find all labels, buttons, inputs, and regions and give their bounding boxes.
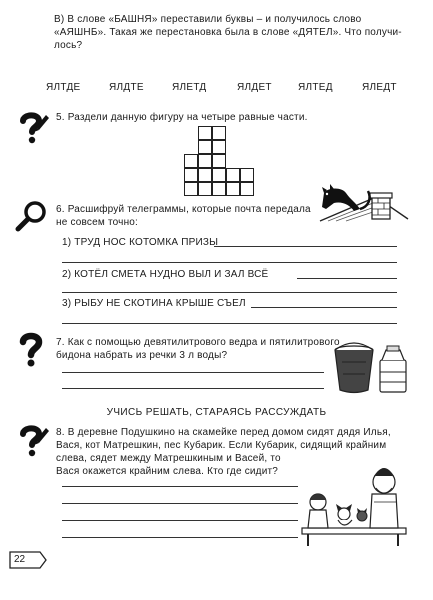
answer-line[interactable] xyxy=(62,262,397,263)
answer-option-4[interactable]: ЯЛДЕТ xyxy=(237,82,272,93)
bench-characters-illustration xyxy=(300,456,408,548)
answer-line[interactable] xyxy=(62,503,298,504)
task-6-line-1: 6. Расшифруй телеграммы, которые почта передала xyxy=(56,204,311,215)
task-b-line-1: В) В слове «БАШНЯ» переставили буквы – и получилось слово xyxy=(54,14,362,25)
task-8-line-4: Вася окажется крайним слева. Кто где сидит? xyxy=(56,466,279,477)
answer-line[interactable] xyxy=(251,307,397,308)
question-mark-icon xyxy=(16,331,46,367)
figure-grid[interactable] xyxy=(184,126,254,196)
question-mark-icon xyxy=(14,423,50,457)
answer-line[interactable] xyxy=(62,292,397,293)
task-8-line-3: слева, сядет между Матрешкиным и Васей, то xyxy=(56,453,281,464)
telegram-2: 2) КОТЁЛ СМЕТА НУДНО ВЫЛ И ЗАЛ ВСЁ xyxy=(62,269,269,280)
answer-line[interactable] xyxy=(62,486,298,487)
section-heading: УЧИСЬ РЕШАТЬ, СТАРАЯСЬ РАССУЖДАТЬ xyxy=(106,407,327,418)
task-b-line-3: лось? xyxy=(54,40,83,51)
answer-option-1[interactable]: ЯЛТДЕ xyxy=(46,82,81,93)
page-number: 22 xyxy=(14,554,26,565)
task-7-line-2: бидона набрать из речки 3 л воды? xyxy=(56,350,228,361)
answer-option-5[interactable]: ЯЛТЕД xyxy=(298,82,333,93)
task-b-line-2: «АЯШНБ». Такая же перестановка была в слове «ДЯТЕЛ». Что получи- xyxy=(54,27,402,38)
magnifier-icon xyxy=(14,200,48,232)
answer-line[interactable] xyxy=(62,372,324,373)
answer-line[interactable] xyxy=(62,520,298,521)
task-5-text: 5. Раздели данную фигуру на четыре равные части. xyxy=(56,112,308,123)
question-mark-icon xyxy=(14,110,50,144)
answer-option-2[interactable]: ЯЛДТЕ xyxy=(109,82,144,93)
answer-line[interactable] xyxy=(297,278,397,279)
answer-line[interactable] xyxy=(62,323,397,324)
telegram-3: 3) РЫБУ НЕ СКОТИНА КРЫШЕ СЪЕЛ xyxy=(62,298,246,309)
task-8-line-1: 8. В деревне Подушкино на скамейке перед домом сидят дядя Илья, xyxy=(56,427,391,438)
answer-option-6[interactable]: ЯЛЕДТ xyxy=(362,82,397,93)
telegram-1: 1) ТРУД НОС КОТОМКА ПРИЗЫ xyxy=(62,237,219,248)
cat-on-roof-illustration xyxy=(316,181,410,231)
answer-line[interactable] xyxy=(214,246,397,247)
answer-line[interactable] xyxy=(62,537,298,538)
task-6-line-2: не совсем точно: xyxy=(56,217,139,228)
task-7-line-1: 7. Как с помощью девятилитрового ведра и пятилитрового xyxy=(56,337,340,348)
bucket-and-can-illustration xyxy=(332,342,412,396)
answer-option-3[interactable]: ЯЛЕТД xyxy=(172,82,207,93)
task-8-line-2: Вася, кот Матрешкин, пес Кубарик. Если Кубарик, сидящий крайним xyxy=(56,440,387,451)
answer-line[interactable] xyxy=(62,388,324,389)
